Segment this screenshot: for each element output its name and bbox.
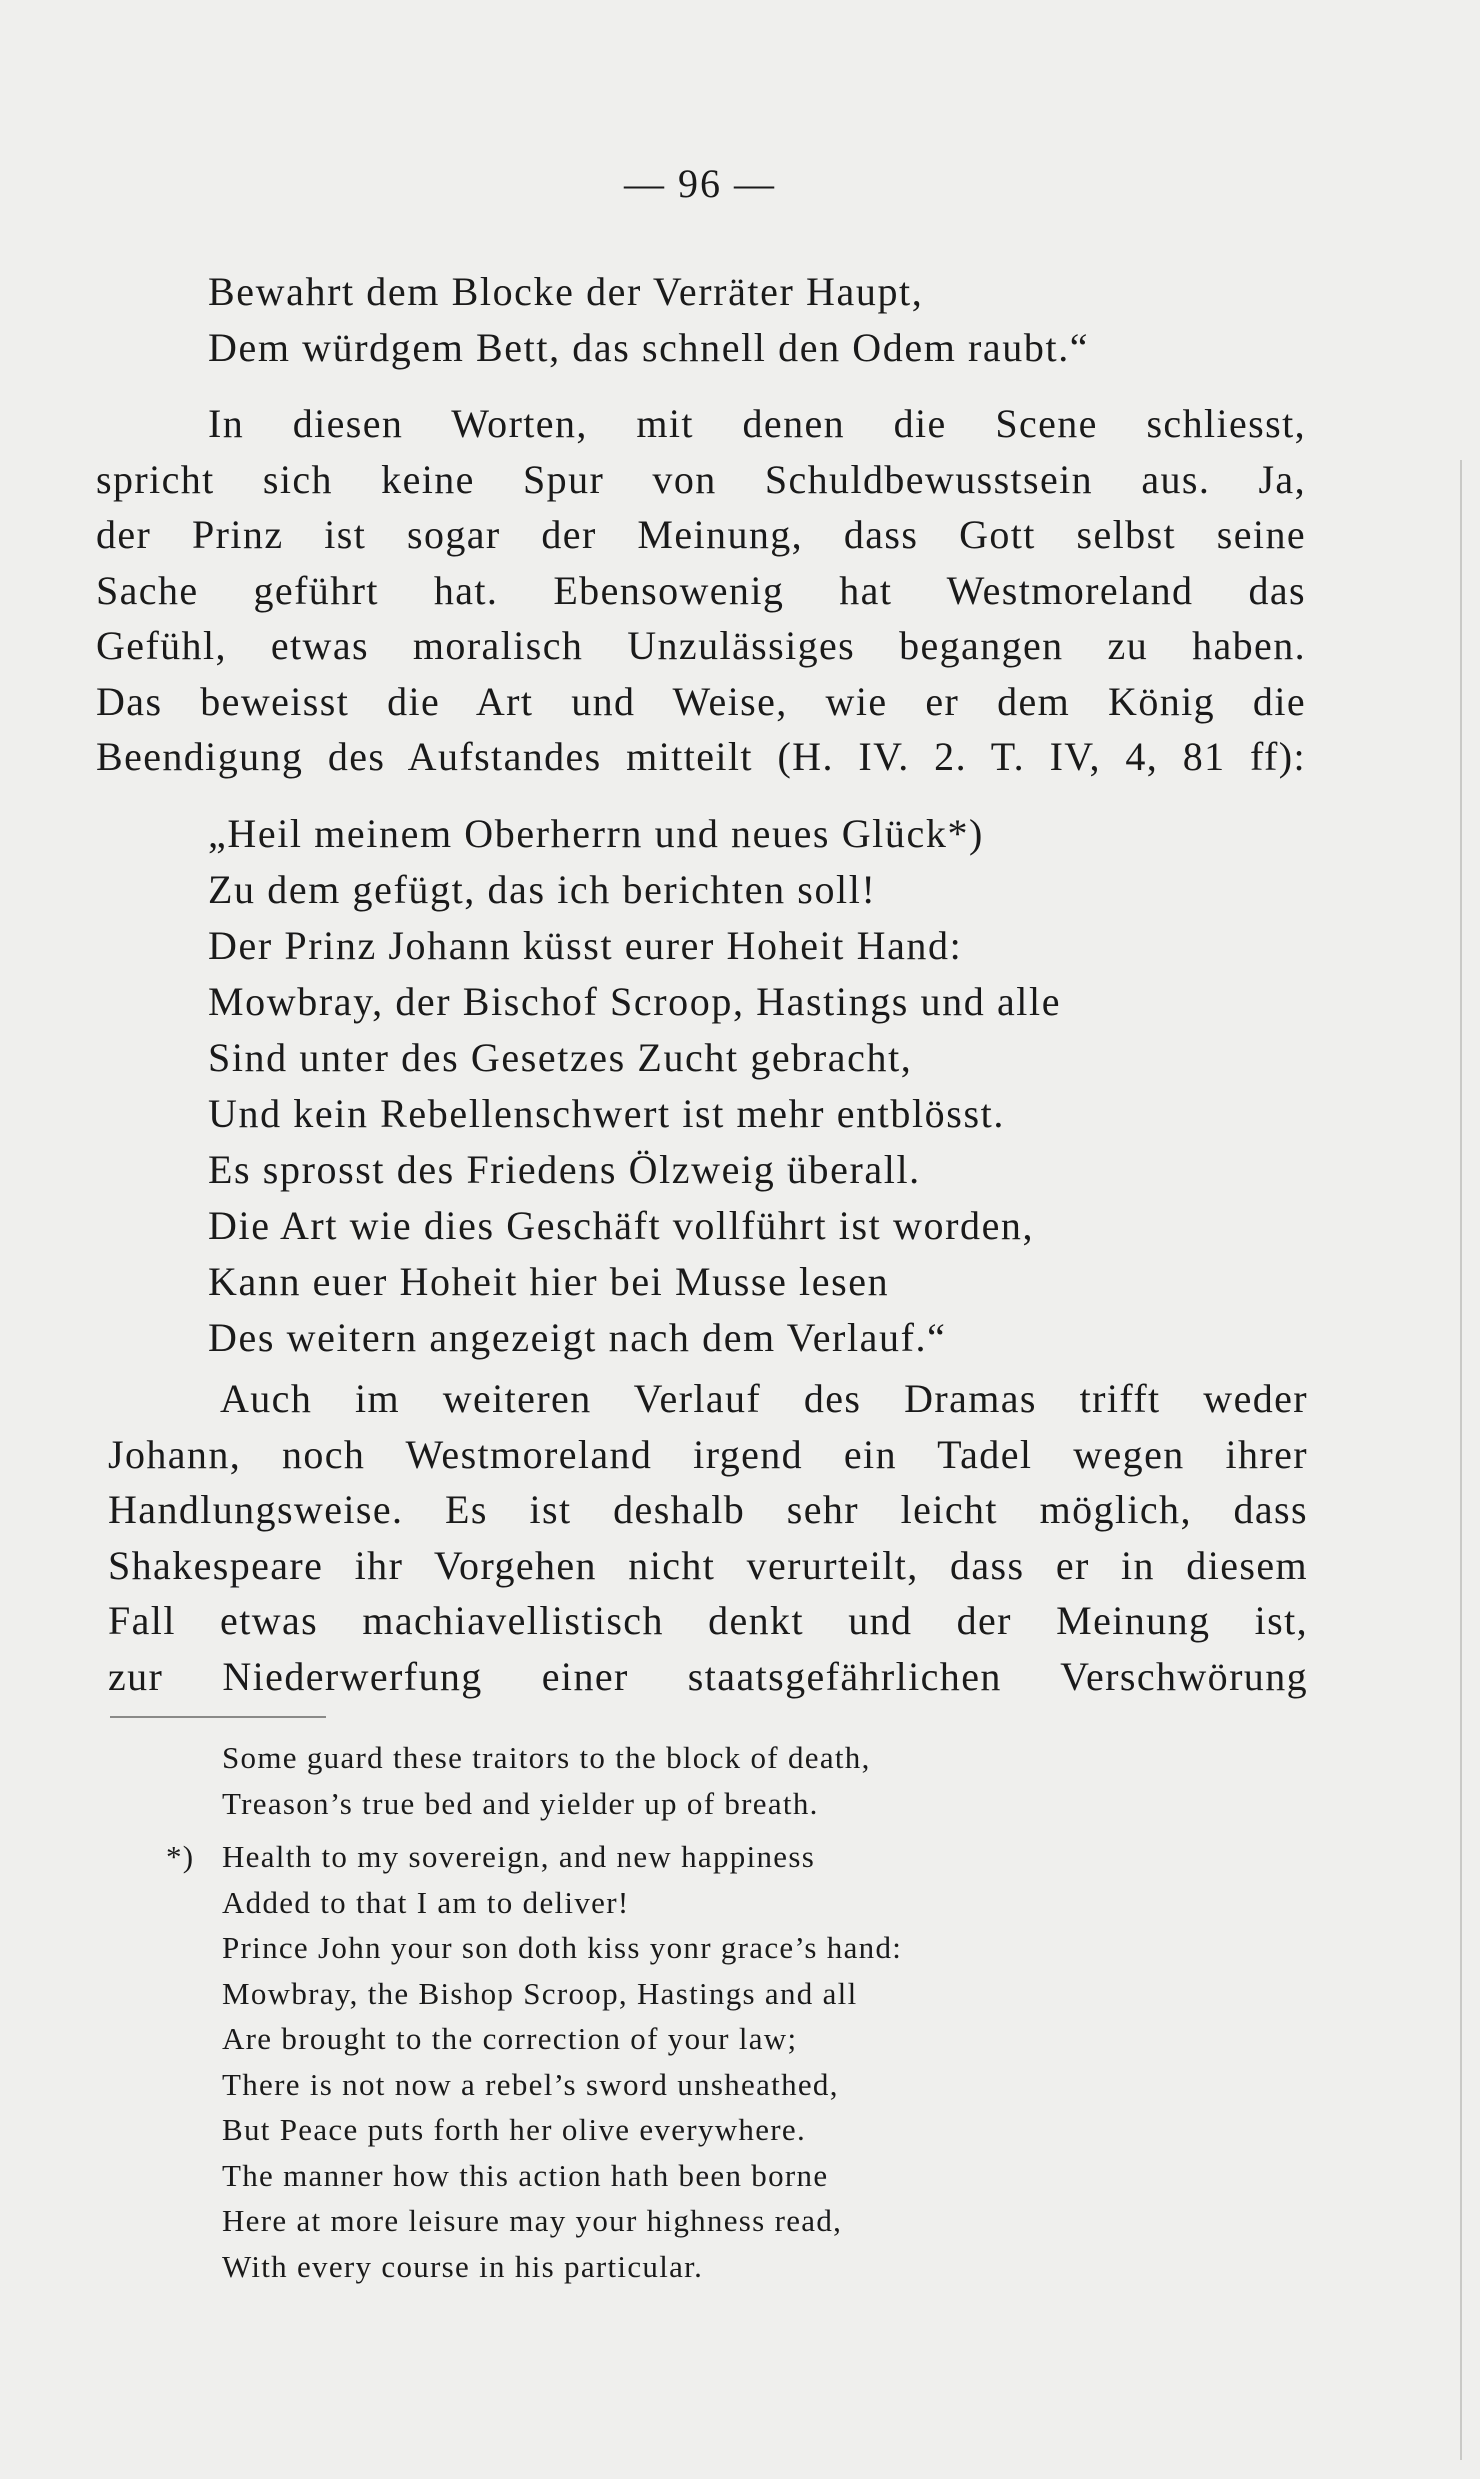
paragraph-line: Beendigung des Aufstandes mitteilt (H. IV. 2. T. IV, 4, 81 ff): xyxy=(96,734,1306,779)
verse-line: Zu dem gefügt, das ich berichten soll! xyxy=(208,867,877,912)
page-number: — 96 — xyxy=(624,161,776,206)
paragraph-line: Fall etwas machiavellistisch denkt und der Meinung ist, xyxy=(108,1598,1308,1643)
footnote-line: The manner how this action hath been borne xyxy=(222,2157,829,2193)
paragraph-line: Johann, noch Westmoreland irgend ein Tadel wegen ihrer xyxy=(108,1431,1308,1477)
footnote-text: Health to my sovereign, and new happiness xyxy=(222,1839,816,1874)
footnote-gap xyxy=(222,1826,902,1834)
verse-line: Die Art wie dies Geschäft vollführt ist worden, xyxy=(208,1203,1035,1248)
footnote-marker: *) xyxy=(166,1839,195,1874)
verse-line: Sind unter des Gesetzes Zucht gebracht, xyxy=(208,1035,913,1080)
paragraph-line: Handlungsweise. Es ist deshalb sehr leicht möglich, dass xyxy=(108,1487,1308,1532)
footnote-line: But Peace puts forth her olive everywhere. xyxy=(222,2112,806,2147)
verse-line: Es sprosst des Friedens Ölzweig überall. xyxy=(208,1147,921,1192)
verse-line: Dem würdgem Bett, das schnell den Odem raubt.“ xyxy=(208,325,1090,370)
footnote-separator xyxy=(110,1716,326,1718)
paragraph-line: Sache geführt hat. Ebensowenig hat Westmoreland das xyxy=(96,567,1306,613)
paragraph-line: Das beweisst die Art und Weise, wie er dem König die xyxy=(96,678,1306,724)
footnote-line: Some guard these traitors to the block of death, xyxy=(222,1740,871,1775)
paragraph-line: Auch im weiteren Verlauf des Dramas trifft weder xyxy=(220,1376,1308,1421)
footnote-line: Here at more leisure may your highness read, xyxy=(222,2203,843,2238)
footnote-line: Mowbray, the Bishop Scroop, Hastings and all xyxy=(222,1975,858,2011)
verse-line: „Heil meinem Oberherrn und neues Glück*) xyxy=(208,811,984,856)
paragraph-line: Gefühl, etwas moralisch Unzulässiges begangen zu haben. xyxy=(96,623,1306,668)
footnote-line: Treason’s true bed and yielder up of breath. xyxy=(222,1785,819,1821)
paragraph-2 xyxy=(108,1371,1308,1704)
paragraph-line: Shakespeare ihr Vorgehen nicht verurteilt, dass er in diesem xyxy=(108,1542,1308,1588)
verse-block-quote xyxy=(208,806,1061,1366)
verse-line: Des weitern angezeigt nach dem Verlauf.“ xyxy=(208,1315,947,1360)
footnote-line: Added to that I am to deliver! xyxy=(222,1884,630,1920)
verse-block-top xyxy=(208,264,1089,376)
footnotes xyxy=(166,1735,903,2289)
footnote-line: Prince John your son doth kiss yonr grace’s hand: xyxy=(222,1930,903,1965)
paragraph-line: In diesen Worten, mit denen die Scene schliesst, xyxy=(208,401,1306,446)
paragraph-1 xyxy=(96,396,1306,785)
verse-line: Bewahrt dem Blocke der Verräter Haupt, xyxy=(208,269,924,314)
verse-line: Und kein Rebellenschwert ist mehr entblösst. xyxy=(208,1091,1005,1136)
page-edge-shadow xyxy=(1460,460,1462,2460)
paragraph-line: spricht sich keine Spur von Schuldbewusstsein aus. Ja, xyxy=(96,456,1306,502)
verse-line: Mowbray, der Bischof Scroop, Hastings und alle xyxy=(208,979,1062,1024)
footnote-line xyxy=(166,1834,902,1880)
verse-line: Der Prinz Johann küsst eurer Hoheit Hand: xyxy=(208,923,963,968)
footnote-line: With every course in his particular. xyxy=(222,2248,704,2284)
paragraph-line: der Prinz ist sogar der Meinung, dass Gott selbst seine xyxy=(96,512,1306,557)
verse-line: Kann euer Hoheit hier bei Musse lesen xyxy=(208,1259,890,1304)
paragraph-line: zur Niederwerfung einer staatsgefährlichen Verschwörung xyxy=(108,1653,1308,1699)
footnote-line: Are brought to the correction of your law; xyxy=(222,2021,798,2056)
footnote-line: There is not now a rebel’s sword unsheathed, xyxy=(222,2066,839,2102)
